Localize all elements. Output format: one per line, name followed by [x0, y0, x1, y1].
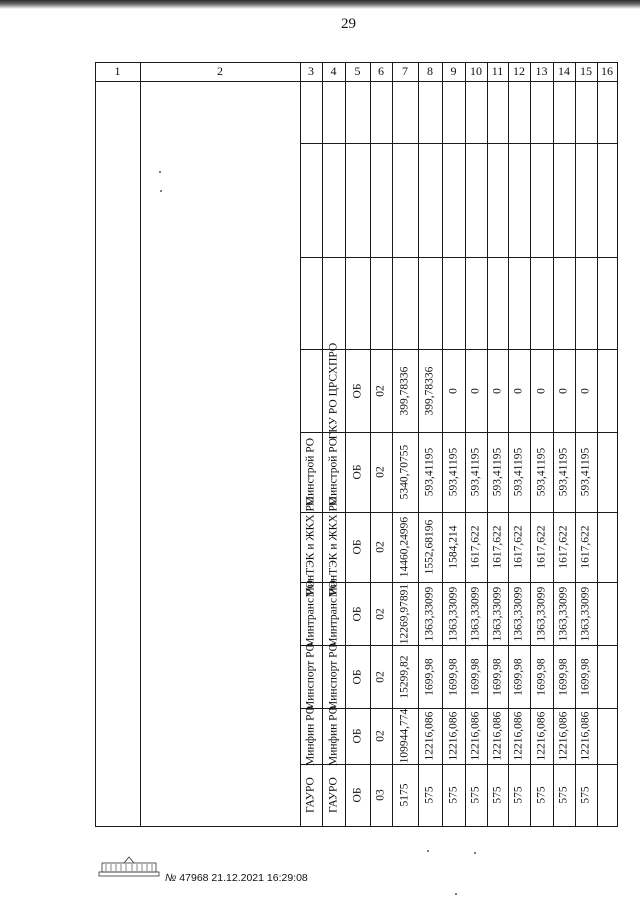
group-divider: [300, 708, 617, 709]
column-divider: [418, 62, 419, 826]
table-cell: 575: [423, 786, 436, 804]
group-subtitle: Минфин РО: [326, 705, 339, 767]
table-cell: 1617,622: [579, 525, 592, 569]
table-cell: 12269,97891: [398, 583, 411, 644]
column-number: 3: [308, 64, 314, 78]
page-number: 29: [341, 16, 356, 32]
column-divider: [300, 62, 301, 826]
column-divider: [508, 62, 509, 826]
table-cell: 0: [469, 387, 482, 394]
column-number: 9: [450, 64, 457, 78]
column-divider: [370, 62, 371, 826]
table-cell: 575: [446, 786, 459, 804]
column-number: 14: [558, 64, 570, 78]
budget-type: ОБ: [350, 728, 363, 744]
table-cell: 1699,98: [469, 657, 482, 696]
table-cell: 109944,774: [398, 708, 411, 764]
group-title: ГАУРО: [304, 777, 317, 813]
column-number: 12: [513, 64, 525, 78]
column-divider: [345, 62, 346, 826]
table-cell: 1363,33099: [469, 586, 482, 641]
table-cell: 12216,086: [557, 711, 570, 761]
table-cell: 0: [557, 387, 570, 394]
table-cell: 1363,33099: [579, 586, 592, 641]
table-cell: 1363,33099: [534, 586, 547, 641]
column-number: 16: [601, 64, 613, 78]
table-cell: 575: [490, 786, 503, 804]
table-cell: 1363,33099: [446, 586, 459, 641]
table-cell: 399,78336: [398, 366, 411, 415]
table-cell: 12216,086: [490, 711, 503, 761]
column-divider: [392, 62, 393, 826]
table-cell: 1617,622: [534, 525, 547, 569]
table-cell: 593,41195: [534, 447, 547, 497]
column-divider: [140, 62, 141, 826]
column-divider: [442, 62, 443, 826]
budget-type: ОБ: [350, 383, 363, 398]
table-cell: 5175: [398, 783, 411, 807]
group-subtitle: МинТЭК и ЖКХ РО: [326, 496, 339, 598]
table-cell: 12216,086: [579, 711, 592, 761]
group-divider: [300, 143, 617, 144]
column-number: 5: [354, 64, 361, 78]
group-divider: [300, 349, 617, 350]
group-divider: [300, 645, 617, 646]
budget-type: ОБ: [350, 464, 363, 480]
table-cell: 1363,33099: [423, 586, 436, 641]
table-cell: 0: [446, 387, 459, 394]
group-subtitle: Минспорт РО: [326, 642, 339, 711]
group-divider: [300, 582, 617, 583]
scan-speck: [427, 850, 429, 852]
table-cell: 1699,98: [446, 657, 459, 696]
table-cell: 1363,33099: [512, 586, 525, 641]
table-border-left: [95, 62, 96, 826]
table-cell: 399,78336: [423, 366, 436, 415]
document-id: 47968: [179, 872, 209, 884]
budget-code: 02: [374, 384, 387, 397]
scan-edge: [0, 0, 640, 9]
scan-speck: [474, 852, 476, 854]
group-divider: [300, 432, 617, 433]
table-cell: 1552,68196: [423, 519, 436, 575]
cell-divider: [300, 349, 322, 350]
table-cell: 12216,086: [469, 711, 482, 761]
table-cell: 575: [534, 786, 547, 804]
budget-type: ОБ: [350, 787, 363, 803]
scan-speck: [160, 190, 162, 192]
column-number: 6: [378, 64, 384, 78]
column-divider: [322, 62, 323, 826]
column-number: 15: [580, 64, 592, 78]
table-cell: 575: [579, 786, 592, 804]
table-cell: 14460,24996: [398, 516, 411, 578]
group-title: Минстрой РО: [304, 437, 317, 507]
group-divider: [300, 257, 617, 258]
column-number: 13: [535, 64, 548, 78]
budget-code: 02: [374, 730, 387, 742]
column-divider: [487, 62, 488, 826]
table-cell: 1699,98: [579, 657, 592, 696]
budget-code: 02: [374, 607, 387, 620]
budget-code: 02: [374, 466, 387, 478]
budget-type: ОБ: [350, 669, 363, 684]
budget-code: 02: [374, 541, 387, 553]
table-cell: 1363,33099: [490, 586, 503, 641]
number-sign: №: [165, 872, 177, 884]
table-cell: 593,41195: [490, 447, 503, 497]
table-cell: 1363,33099: [557, 586, 570, 641]
group-divider: [300, 512, 617, 513]
document-stamp: [165, 872, 308, 884]
document-datetime: 21.12.2021 16:29:08: [211, 872, 308, 884]
group-subtitle: ГКУ РО ЦРСХПРО: [326, 342, 339, 439]
table-cell: 12216,086: [423, 711, 436, 761]
table-cell: 1617,622: [469, 525, 482, 569]
table-cell: 1617,622: [557, 525, 570, 569]
column-number: 10: [470, 64, 482, 78]
table-cell: 593,41195: [557, 447, 570, 497]
column-divider: [597, 62, 598, 826]
table-cell: 1699,98: [512, 657, 525, 696]
column-divider: [465, 62, 466, 826]
table-cell: 593,41195: [423, 447, 436, 497]
header-row-divider: [95, 81, 617, 82]
table-cell: 1699,98: [490, 657, 503, 696]
table-cell: 1699,98: [534, 657, 547, 696]
cell-divider: [300, 257, 322, 258]
group-title: МинТЭК и ЖКХ РО: [304, 496, 317, 598]
scan-speck: [159, 171, 161, 173]
table-cell: 0: [490, 387, 503, 394]
table-border-right: [617, 62, 618, 827]
column-divider: [530, 62, 531, 826]
table-cell: 0: [579, 387, 592, 394]
cell-divider: [300, 432, 322, 433]
column-number: 11: [491, 64, 504, 78]
table-cell: 1584,214: [446, 525, 459, 569]
group-divider: [300, 764, 617, 765]
column-number: 2: [217, 64, 223, 78]
group-subtitle: Минстрой РО: [326, 437, 339, 507]
table-cell: 15299,82: [398, 654, 411, 699]
table-cell: 1617,622: [490, 525, 503, 569]
table-cell: 0: [512, 387, 525, 394]
column-number: 7: [402, 64, 408, 78]
government-building-logo: [98, 855, 160, 877]
table-cell: 1699,98: [557, 657, 570, 696]
group-title: Минфин РО: [304, 705, 317, 767]
budget-code: 02: [374, 670, 387, 683]
table-cell: 593,41195: [469, 447, 482, 497]
scan-speck: [455, 893, 457, 895]
budget-type: ОБ: [350, 606, 363, 621]
group-title: Минтранс РО: [304, 579, 317, 648]
table-cell: 593,41195: [512, 447, 525, 497]
column-number: 4: [330, 64, 337, 78]
table-cell: 12216,086: [446, 711, 459, 761]
table-cell: 1699,98: [423, 657, 436, 696]
table-cell: 575: [512, 786, 525, 804]
budget-code: 03: [374, 789, 387, 801]
column-number: 8: [427, 64, 433, 78]
group-subtitle: Минтранс РО: [326, 579, 339, 648]
table-cell: 12216,086: [534, 711, 547, 761]
table-cell: 575: [557, 786, 570, 804]
group-title: Минспорт РО: [304, 642, 317, 711]
table-cell: 593,41195: [446, 447, 459, 497]
column-number: 1: [114, 64, 121, 78]
column-divider: [575, 62, 576, 826]
table-cell: 12216,086: [512, 711, 525, 761]
table-cell: 593,41195: [579, 447, 592, 497]
table-cell: 575: [469, 786, 482, 804]
table-cell: 0: [534, 387, 547, 394]
group-subtitle: ГАУРО: [326, 777, 339, 813]
table-cell: 5340,70755: [398, 444, 411, 500]
table-cell: 1617,622: [512, 525, 525, 569]
budget-type: ОБ: [350, 539, 363, 555]
column-divider: [553, 62, 554, 826]
table-border-bottom: [95, 826, 617, 827]
